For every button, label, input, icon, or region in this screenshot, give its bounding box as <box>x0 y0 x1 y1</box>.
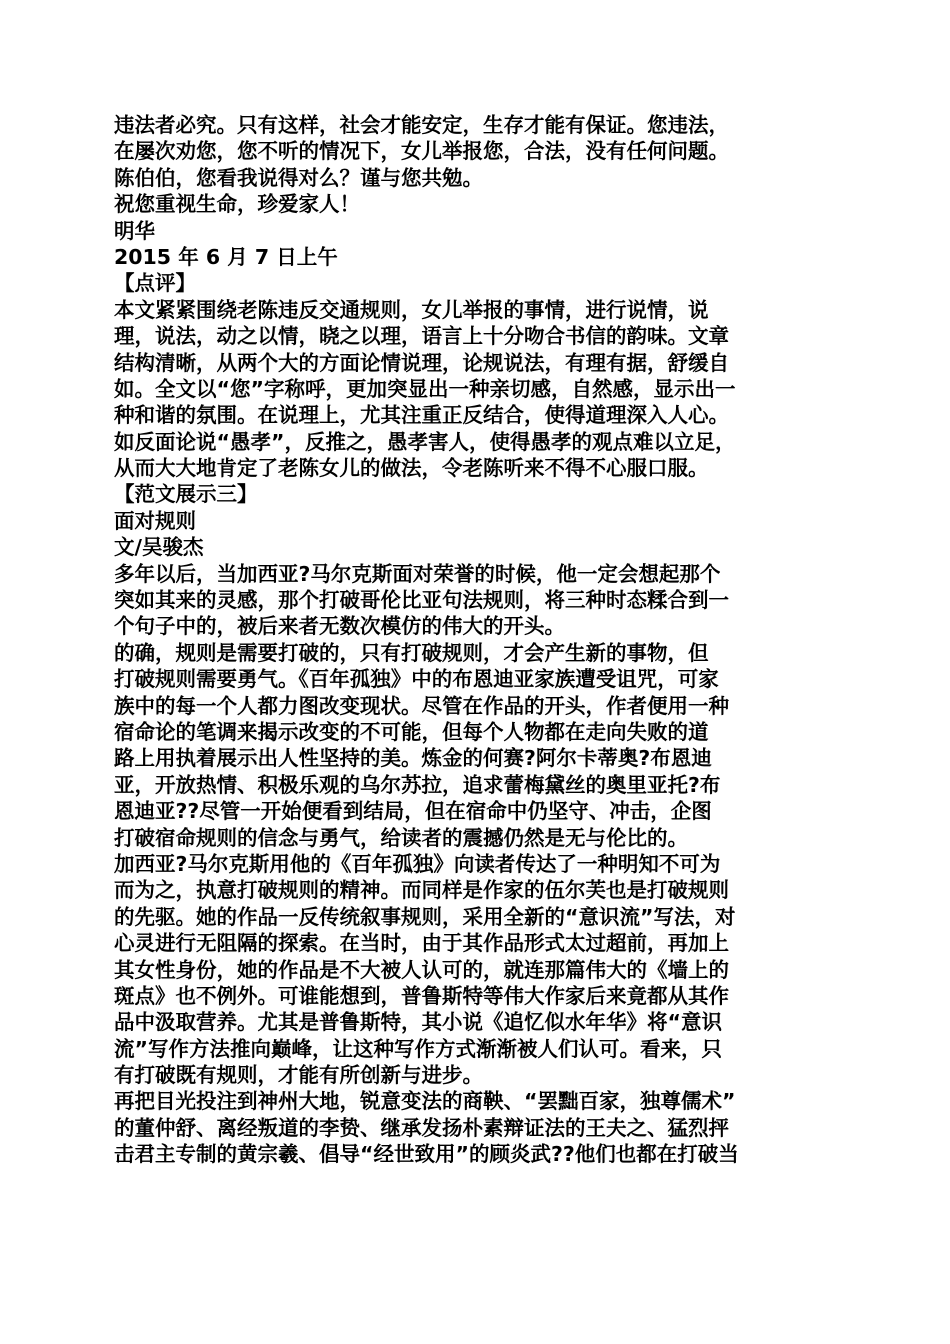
section-heading-sample: 【范文展示三】 <box>114 482 258 507</box>
text-line: 心灵进行无阻隔的探索。在当时，由于其作品形式太过超前，再加上 <box>114 931 729 956</box>
signature: 明华 <box>114 218 155 243</box>
text-line: 本文紧紧围绕老陈违反交通规则，女儿举报的事情，进行说情，说 <box>114 297 709 322</box>
text-line: 理，说法，动之以情，晓之以理，语言上十分吻合书信的韵味。文章 <box>114 324 729 349</box>
document-page <box>114 112 838 1168</box>
text-line: 打破规则需要勇气。《百年孤独》中的布恩迪亚家族遭受诅咒，可家 <box>114 667 719 692</box>
text-line: 宿命论的笔调来揭示改变的不可能，但每个人物都在走向失败的道 <box>114 719 709 744</box>
essay-author: 文/吴骏杰 <box>114 535 204 560</box>
text-line: 在屡次劝您，您不听的情况下，女儿举报您，合法，没有任何问题。 <box>114 139 729 164</box>
text-line: 加西亚?马尔克斯用他的《百年孤独》向读者传达了一种明知不可为 <box>114 851 721 876</box>
text-line: 品中汲取营养。尤其是普鲁斯特，其小说《追忆似水年华》将“意识 <box>114 1010 722 1035</box>
text-line: 路上用执着展示出人性坚持的美。炼金的何赛?阿尔卡蒂奥?布恩迪 <box>114 746 712 771</box>
section-heading-review: 【点评】 <box>114 271 196 296</box>
text-line: 结构清晰，从两个大的方面论情说理，论规说法，有理有据，舒缓自 <box>114 350 729 375</box>
letter-date: 2015 年 6 月 7 日上午 <box>114 244 338 269</box>
text-line: 违法者必究。只有这样，社会才能安定，生存才能有保证。您违法， <box>114 113 729 137</box>
text-line: 击君主专制的黄宗羲、倡导“经世致用”的顾炎武??他们也都在打破当 <box>114 1142 739 1167</box>
text-line: 突如其来的灵感，那个打破哥伦比亚句法规则，将三种时态糅合到一 <box>114 588 729 613</box>
closing-wish: 祝您重视生命，珍爱家人！ <box>114 192 360 217</box>
text-line: 从而大大地肯定了老陈女儿的做法，令老陈听来不得不心服口服。 <box>114 456 709 481</box>
text-line: 打破宿命规则的信念与勇气，给读者的震撼仍然是无与伦比的。 <box>114 825 688 850</box>
text-line: 而为之，执意打破规则的精神。而同样是作家的伍尔芙也是打破规则 <box>114 878 729 903</box>
text-line: 多年以后，当加西亚?马尔克斯面对荣誉的时候，他一定会想起那个 <box>114 561 721 586</box>
text-line: 流”写作方法推向巅峰，让这种写作方式渐渐被人们认可。看来，只 <box>114 1036 722 1061</box>
text-line: 的确，规则是需要打破的，只有打破规则，才会产生新的事物，但 <box>114 640 709 665</box>
text-line: 有打破既有规则，才能有所创新与进步。 <box>114 1063 483 1088</box>
text-line: 其女性身份，她的作品是不大被人认可的，就连那篇伟大的《墙上的 <box>114 957 729 982</box>
text-line: 个句子中的，被后来者无数次模仿的伟大的开头。 <box>114 614 565 639</box>
text-line: 的先驱。她的作品一反传统叙事规则，采用全新的“意识流”写法，对 <box>114 904 736 929</box>
text-line: 如反面论说“愚孝”，反推之，愚孝害人，使得愚孝的观点难以立足， <box>114 429 736 454</box>
text-line: 种和谐的氛围。在说理上，尤其注重正反结合，使得道理深入人心。 <box>114 403 729 428</box>
text-line: 斑点》也不例外。可谁能想到，普鲁斯特等伟大作家后来竟都从其作 <box>114 983 729 1008</box>
text-line: 如。全文以“您”字称呼，更加突显出一种亲切感，自然感，显示出一 <box>114 376 736 401</box>
text-line: 再把目光投注到神州大地，锐意变法的商鞅、“罢黜百家，独尊儒术” <box>114 1089 736 1114</box>
text-line: 族中的每一个人都力图改变现状。尽管在作品的开头，作者便用一种 <box>114 693 729 718</box>
essay-title: 面对规则 <box>114 508 196 533</box>
text-line: 的董仲舒、离经叛道的李贽、继承发扬朴素辩证法的王夫之、猛烈抨 <box>114 1115 729 1140</box>
text-line: 陈伯伯，您看我说得对么？谨与您共勉。 <box>114 165 483 190</box>
text-line: 亚，开放热情、积极乐观的乌尔苏拉，追求蕾梅黛丝的奥里亚托?布 <box>114 772 721 797</box>
text-line: 恩迪亚??尽管一开始便看到结局，但在宿命中仍坚守、冲击，企图 <box>114 799 712 824</box>
